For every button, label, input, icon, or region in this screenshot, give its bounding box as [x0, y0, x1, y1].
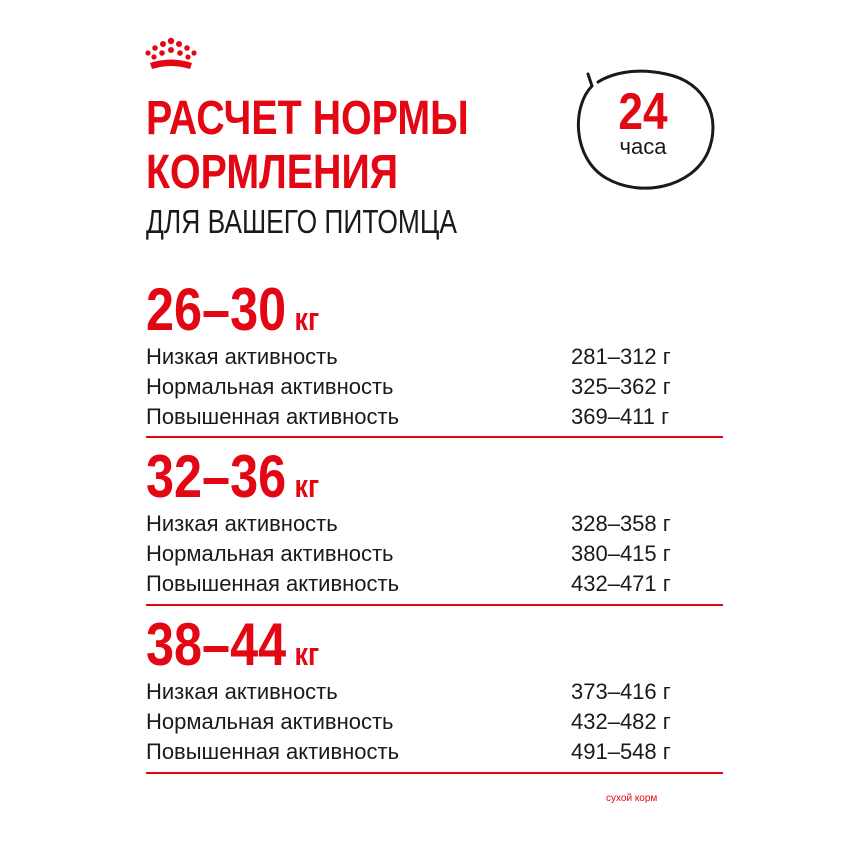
activity-label: Нормальная активность [146, 374, 394, 399]
weight-unit: кг [294, 636, 320, 672]
portion-value: 369–411 г [571, 404, 670, 429]
activity-label: Повышенная активность [146, 404, 400, 429]
weight-section [146, 443, 726, 599]
page-title [146, 92, 469, 200]
weight-unit: кг [294, 468, 320, 504]
weight-unit: кг [294, 301, 320, 337]
page-subtitle: ДЛЯ ВАШЕГО ПИТОМЦА [146, 203, 457, 240]
portion-value: 373–416 г [571, 679, 671, 704]
activity-row [146, 539, 726, 569]
title-line-2: КОРМЛЕНИЯ [146, 146, 399, 199]
activity-label: Повышенная активность [146, 571, 400, 596]
weight-value: 38–44 [146, 611, 287, 678]
portion-value: 281–312 г [571, 344, 671, 369]
activity-label: Нормальная активность [146, 709, 394, 734]
portion-value: 491–548 г [571, 739, 671, 764]
portion-value: 328–358 г [571, 511, 671, 536]
portion-value: 432–471 г [571, 571, 671, 596]
weight-section [146, 611, 726, 767]
weight-range [146, 443, 633, 510]
portion-value: 325–362 г [571, 374, 671, 399]
crown-icon [140, 36, 202, 74]
activity-label: Низкая активность [146, 511, 338, 536]
title-line-1: РАСЧЕТ НОРМЫ [146, 92, 469, 145]
weight-value: 26–30 [146, 276, 287, 343]
activity-row [146, 372, 726, 402]
weight-range [146, 611, 633, 678]
portion-value: 432–482 г [571, 709, 671, 734]
weight-section [146, 276, 726, 432]
activity-row [146, 402, 726, 432]
activity-label: Повышенная активность [146, 739, 400, 764]
activity-row [146, 707, 726, 737]
activity-row [146, 677, 726, 707]
portion-value: 380–415 г [571, 541, 671, 566]
badge-unit: часа [619, 134, 667, 159]
activity-row [146, 737, 726, 767]
weight-range [146, 276, 633, 343]
section-divider [146, 436, 723, 438]
section-divider [146, 604, 723, 606]
weight-value: 32–36 [146, 443, 287, 510]
activity-label: Нормальная активность [146, 541, 394, 566]
activity-row [146, 569, 726, 599]
activity-label: Низкая активность [146, 344, 338, 369]
badge-number: 24 [618, 83, 668, 141]
activity-row [146, 342, 726, 372]
activity-row [146, 509, 726, 539]
section-divider [146, 772, 723, 774]
footnote: сухой корм [606, 793, 658, 804]
activity-label: Низкая активность [146, 679, 338, 704]
